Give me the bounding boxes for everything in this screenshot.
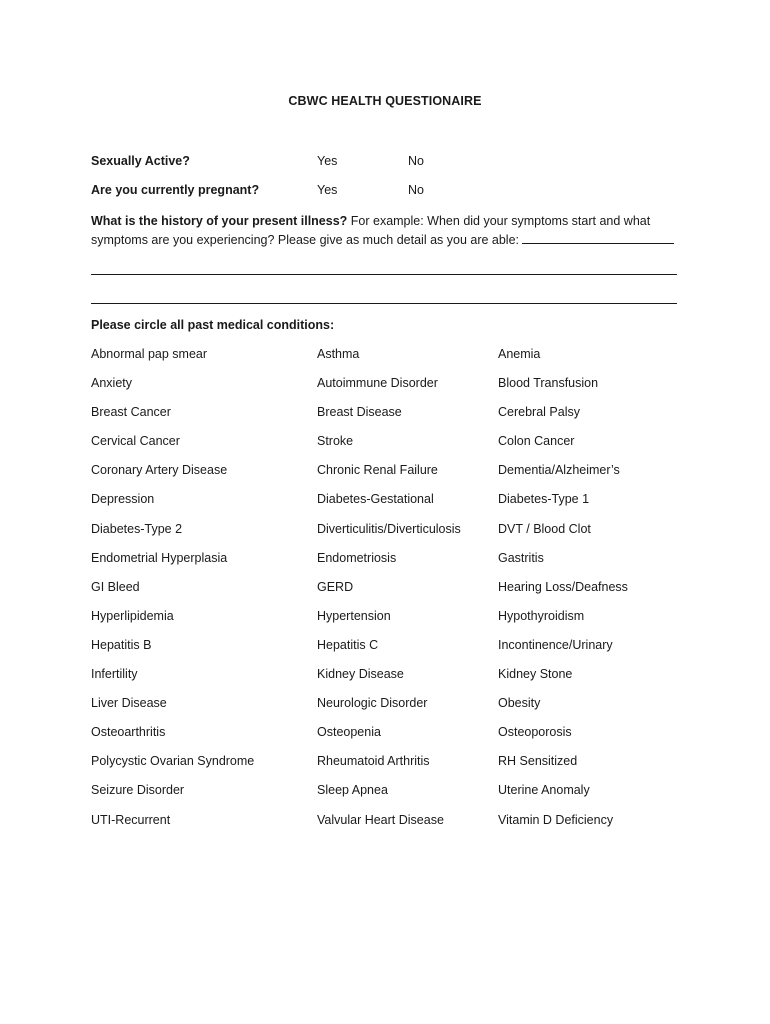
condition-item[interactable]: Breast Disease — [317, 405, 402, 420]
condition-item[interactable]: Hypertension — [317, 608, 391, 623]
condition-row — [91, 376, 711, 405]
condition-item[interactable]: Autoimmune Disorder — [317, 376, 438, 391]
condition-item[interactable]: Diabetes-Gestational — [317, 492, 434, 507]
condition-item[interactable]: Sleep Apnea — [317, 783, 388, 798]
condition-item[interactable]: Hearing Loss/Deafness — [498, 579, 628, 594]
condition-row — [91, 638, 711, 667]
condition-item[interactable]: DVT / Blood Clot — [498, 521, 591, 536]
history-question — [91, 212, 691, 250]
condition-item[interactable]: Cerebral Palsy — [498, 405, 580, 420]
condition-item[interactable]: Asthma — [317, 347, 360, 361]
condition-item[interactable]: Diabetes-Type 1 — [498, 492, 590, 507]
condition-item[interactable]: Seizure Disorder — [91, 783, 185, 798]
condition-item[interactable]: Valvular Heart Disease — [317, 812, 444, 827]
condition-row — [91, 347, 711, 376]
condition-row — [91, 667, 711, 696]
option-yes[interactable]: Yes — [317, 183, 338, 197]
condition-item[interactable]: Chronic Renal Failure — [317, 463, 438, 478]
condition-item[interactable]: Endometriosis — [317, 550, 397, 565]
condition-item[interactable]: Osteoarthritis — [91, 725, 166, 740]
condition-item[interactable]: Hepatitis B — [91, 637, 152, 652]
question-pregnant — [91, 183, 691, 201]
history-answer-inline-line[interactable] — [522, 231, 674, 244]
question-label: Sexually Active? — [91, 154, 190, 168]
condition-item[interactable]: Neurologic Disorder — [317, 696, 428, 711]
option-no[interactable]: No — [408, 154, 424, 168]
condition-item[interactable]: Endometrial Hyperplasia — [91, 550, 228, 565]
condition-item[interactable]: Depression — [91, 492, 155, 507]
condition-row — [91, 696, 711, 725]
question-label: Are you currently pregnant? — [91, 183, 260, 197]
condition-row — [91, 551, 711, 580]
condition-item[interactable]: Blood Transfusion — [498, 376, 599, 391]
condition-item[interactable]: Anemia — [498, 347, 541, 361]
condition-item[interactable]: Dementia/Alzheimer’s — [498, 463, 620, 478]
condition-item[interactable]: Stroke — [317, 434, 354, 449]
conditions-grid — [91, 347, 711, 842]
history-prompt: For example: When did your symptoms start and what symptoms are you experiencing? Please give as much detail as you are able: — [91, 214, 651, 247]
condition-item[interactable]: Kidney Stone — [498, 667, 573, 682]
page-title: CBWC HEALTH QUESTIONAIRE — [288, 94, 482, 108]
condition-item[interactable]: Infertility — [91, 667, 138, 682]
condition-row — [91, 405, 711, 434]
condition-item[interactable]: RH Sensitized — [498, 754, 578, 769]
condition-row — [91, 580, 711, 609]
condition-item[interactable]: Vitamin D Deficiency — [498, 812, 614, 827]
condition-row — [91, 522, 711, 551]
condition-item[interactable]: Anxiety — [91, 376, 132, 391]
condition-item[interactable]: Diverticulitis/Diverticulosis — [317, 521, 461, 536]
condition-item[interactable]: Diabetes-Type 2 — [91, 521, 183, 536]
condition-item[interactable]: Liver Disease — [91, 696, 167, 711]
condition-row — [91, 609, 711, 638]
condition-item[interactable]: Incontinence/Urinary — [498, 637, 613, 652]
condition-item[interactable]: Polycystic Ovarian Syndrome — [91, 754, 255, 769]
conditions-heading: Please circle all past medical conditions: — [91, 318, 335, 332]
condition-item[interactable]: Hypothyroidism — [498, 608, 585, 623]
condition-item[interactable]: Obesity — [498, 696, 541, 711]
condition-row — [91, 463, 711, 492]
condition-item[interactable]: Osteoporosis — [498, 725, 572, 740]
condition-item[interactable]: GERD — [317, 579, 354, 594]
condition-item[interactable]: GI Bleed — [91, 579, 140, 594]
condition-item[interactable]: Uterine Anomaly — [498, 783, 590, 798]
condition-row — [91, 434, 711, 463]
option-yes[interactable]: Yes — [317, 154, 338, 168]
history-question-label: What is the history of your present illness? — [91, 214, 348, 228]
condition-item[interactable]: Colon Cancer — [498, 434, 575, 449]
history-answer-line[interactable] — [91, 274, 677, 275]
option-no[interactable]: No — [408, 183, 424, 197]
condition-item[interactable]: UTI-Recurrent — [91, 812, 171, 827]
condition-item[interactable]: Abnormal pap smear — [91, 347, 208, 361]
condition-item[interactable]: Breast Cancer — [91, 405, 171, 420]
condition-item[interactable]: Hyperlipidemia — [91, 608, 174, 623]
history-answer-line[interactable] — [91, 303, 677, 304]
condition-item[interactable]: Hepatitis C — [317, 637, 379, 652]
condition-item[interactable]: Cervical Cancer — [91, 434, 180, 449]
condition-row — [91, 492, 711, 521]
condition-item[interactable]: Gastritis — [498, 550, 544, 565]
condition-row — [91, 813, 711, 842]
question-sexually-active — [91, 154, 691, 172]
condition-item[interactable]: Kidney Disease — [317, 667, 404, 682]
condition-item[interactable]: Rheumatoid Arthritis — [317, 754, 430, 769]
condition-row — [91, 783, 711, 812]
condition-row — [91, 754, 711, 783]
condition-item[interactable]: Osteopenia — [317, 725, 381, 740]
condition-item[interactable]: Coronary Artery Disease — [91, 463, 228, 478]
condition-row — [91, 725, 711, 754]
